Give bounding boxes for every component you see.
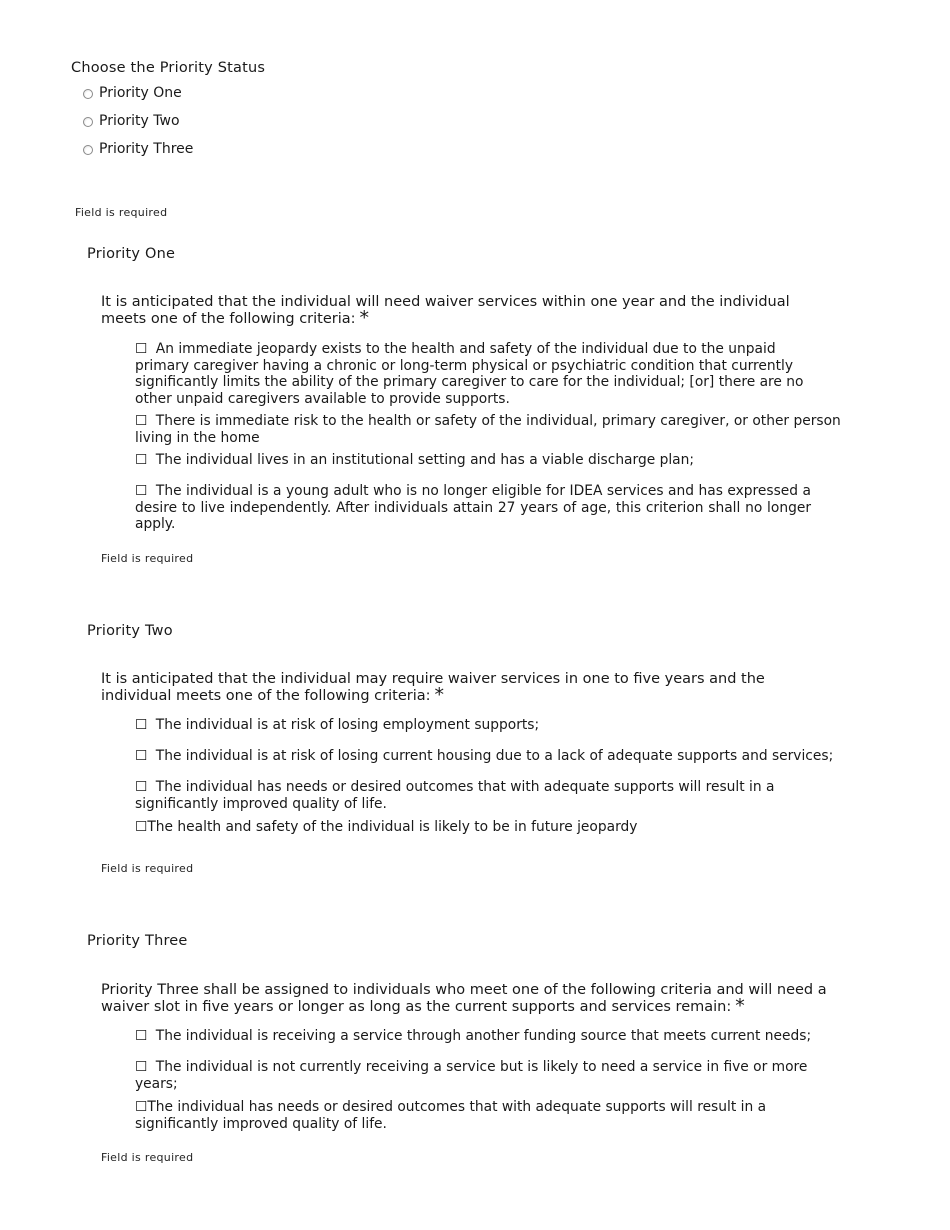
- checkbox-icon[interactable]: ☐: [135, 717, 148, 733]
- section-title-priority-two: Priority Two: [87, 623, 173, 639]
- priority-three-required: Field is required: [101, 1151, 194, 1164]
- radio-label: Priority One: [99, 85, 182, 101]
- question-text: Priority Three shall be assigned to individuals who meet one of the following criteria and will need a waiver slot in five years or longer as long as the current supports and services remain:: [101, 982, 827, 1015]
- criterion-checkbox[interactable]: [135, 452, 845, 469]
- criterion-text: The individual is a young adult who is no longer eligible for IDEA services and has expressed a desire to live independently. After individuals attain 27 years of age, this criterion shall no longer apply.: [135, 483, 812, 532]
- radio-button-icon[interactable]: [83, 89, 93, 99]
- question-text: It is anticipated that the individual will need waiver services within one year and the individual meets one of the following criteria:: [101, 294, 790, 327]
- criterion-checkbox[interactable]: [135, 1059, 815, 1092]
- checkbox-icon[interactable]: ☐: [135, 341, 148, 357]
- question-priority-three: [101, 982, 836, 1015]
- priority-two-required: Field is required: [101, 862, 194, 875]
- checkbox-icon[interactable]: ☐: [135, 1028, 148, 1044]
- checkbox-icon[interactable]: ☐: [135, 1099, 148, 1115]
- radio-label: Priority Three: [99, 141, 194, 157]
- radio-priority-three[interactable]: [83, 139, 193, 159]
- criterion-text: The individual has needs or desired outcomes that with adequate supports will result in a significantly improved quality of life.: [135, 1099, 767, 1132]
- criterion-text: There is immediate risk to the health or safety of the individual, primary caregiver, or other person living in the home: [135, 413, 841, 446]
- criterion-checkbox[interactable]: [135, 1099, 815, 1132]
- radio-priority-two[interactable]: [83, 111, 180, 131]
- criterion-text: The individual has needs or desired outcomes that with adequate supports will result in a significantly improved quality of life.: [135, 779, 775, 812]
- checkbox-icon[interactable]: ☐: [135, 483, 148, 499]
- required-asterisk: *: [735, 995, 745, 1017]
- radio-button-icon[interactable]: [83, 145, 93, 155]
- criterion-checkbox[interactable]: [135, 483, 811, 533]
- criterion-text: The health and safety of the individual is likely to be in future jeopardy: [147, 819, 638, 835]
- question-text: It is anticipated that the individual may require waiver services in one to five years and the individual meets one of the following criteria:: [101, 671, 765, 704]
- criterion-checkbox[interactable]: [135, 819, 845, 836]
- criterion-text: The individual lives in an institutional setting and has a viable discharge plan;: [155, 452, 695, 468]
- checkbox-icon[interactable]: ☐: [135, 819, 148, 835]
- criterion-text: The individual is at risk of losing current housing due to a lack of adequate supports and services;: [155, 748, 834, 764]
- radio-button-icon[interactable]: [83, 117, 93, 127]
- criterion-checkbox[interactable]: [135, 413, 845, 446]
- required-asterisk: *: [359, 307, 370, 329]
- criterion-text: The individual is not currently receiving a service but is likely to need a service in five or more years;: [135, 1059, 808, 1092]
- criterion-checkbox[interactable]: [135, 748, 845, 765]
- criterion-checkbox[interactable]: [135, 717, 845, 734]
- criterion-checkbox[interactable]: [135, 341, 815, 407]
- checkbox-icon[interactable]: ☐: [135, 1059, 148, 1075]
- section-title-priority-three: Priority Three: [87, 933, 188, 949]
- criterion-checkbox[interactable]: [135, 1028, 845, 1045]
- required-asterisk: *: [434, 684, 444, 706]
- radio-label: Priority Two: [99, 113, 180, 129]
- checkbox-icon[interactable]: ☐: [135, 779, 148, 795]
- checkbox-icon[interactable]: ☐: [135, 452, 148, 468]
- criterion-checkbox[interactable]: [135, 779, 815, 812]
- question-priority-two: [101, 671, 821, 704]
- criterion-text: The individual is receiving a service through another funding source that meets current needs;: [155, 1028, 812, 1044]
- priority-one-required: Field is required: [101, 552, 194, 565]
- radio-priority-one[interactable]: [83, 83, 182, 103]
- section-title-priority-one: Priority One: [87, 246, 176, 262]
- criterion-text: An immediate jeopardy exists to the health and safety of the individual due to the unpaid primary caregiver having a chronic or long-term physical or psychiatric condition that currently significantly limits the ability of the primary caregiver to care for the individual; [or] there are no other unpaid caregivers available to provide supports.: [135, 341, 804, 407]
- question-priority-one: [101, 294, 821, 327]
- criterion-text: The individual is at risk of losing employment supports;: [155, 717, 540, 733]
- priority-status-required: Field is required: [75, 206, 168, 219]
- checkbox-icon[interactable]: ☐: [135, 748, 148, 764]
- checkbox-icon[interactable]: ☐: [135, 413, 148, 429]
- priority-status-label: Choose the Priority Status: [71, 60, 266, 76]
